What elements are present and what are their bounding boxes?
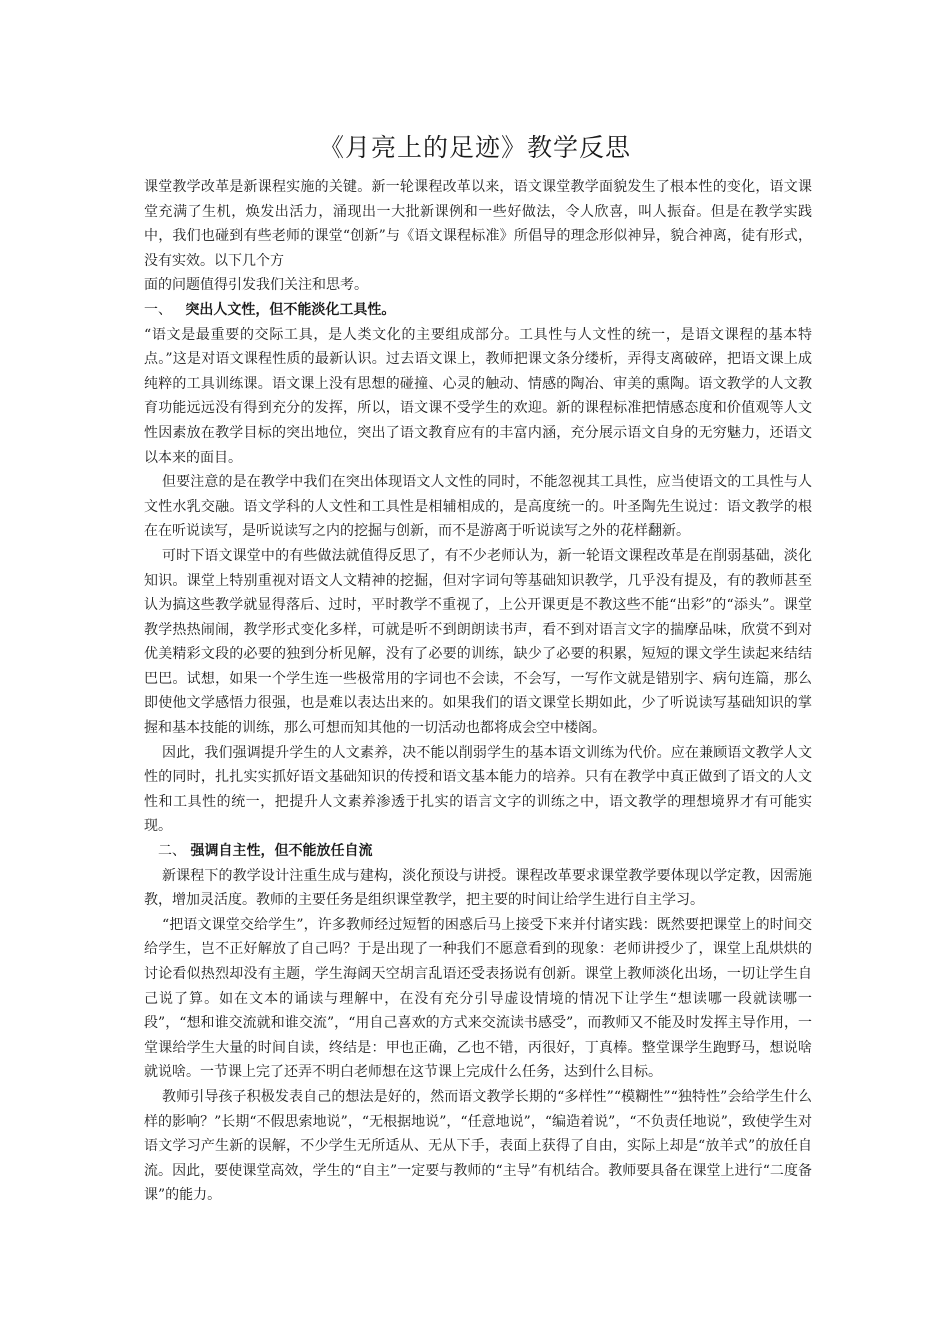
intro-paragraph: 课堂教学改革是新课程实施的关键。新一轮课程改革以来，语文课堂教学面貌发生了根本性的变化，语文课堂充满了生机，焕发出活力，涌现出一大批新课例和一些好做法，令人欣喜，叫人振奋。但是在教学实践中，我们也碰到有些老师的课堂“创新”与《语文课程标准》所倡导的理念形似神异，貌合神离，徒有形式，没有实效。以下几个方 — [144, 179, 812, 269]
section2-paragraph-3: 教师引导孩子积极发表自己的想法是好的，然而语文教学长期的“多样性”“模糊性”“独特性”会给学生什么样的影响？”长期“不假思索地说”，“无根据地说”，“任意地说”，“编造着说”，“不负责任地说”，致使学生对语文学习产生新的误解，不少学生无所适从、无从下手，表面上获得了自由，实际上却是“放羊式”的放任自流。因此，要使课堂高效，学生的“自主”一定要与教师的“主导”有机结合。教师要具备在课堂上进行“二度备课”的能力。 — [144, 1088, 812, 1204]
section-heading-2 — [144, 839, 812, 864]
section-heading-2-number: 二、 — [158, 843, 186, 860]
section1-paragraph-3: 可时下语文课堂中的有些做法就值得反思了，有不少老师认为，新一轮语文课程改革是在削弱基础，淡化知识。课堂上特别重视对语文人文精神的挖掘，但对字词句等基础知识教学，几乎没有提及，有的教师甚至认为搞这些教学就显得落后、过时，平时教学不重视了，上公开课更是不教这些不能“出彩”的“添头”。课堂教学热热闹闹，教学形式变化多样，可就是听不到朗朗读书声，看不到对语言文字的揣摩品味，欣赏不到对优美精彩文段的必要的独到分析见解，没有了必要的训练，缺少了必要的积累，短短的课文学生读起来结结巴巴。试想，如果一个学生连一些极常用的字词也不会读，不会写，一写作文就是错别字、病句连篇，那么即使他文学感悟力很强，也是难以表达出来的。如果我们的语文课堂长期如此，少了听说读写基础知识的掌握和基本技能的训练，那么可想而知其他的一切活动也都将成会空中楼阁。 — [144, 547, 812, 737]
section1-paragraph-1: “语文是最重要的交际工具，是人类文化的主要组成部分。工具性与人文性的统一，是语文课程的基本特点。”这是对语文课程性质的最新认识。过去语文课上，教师把课文条分缕析，弄得支离破碎，把语文课上成纯粹的工具训练课。语文课上没有思想的碰撞、心灵的触动、情感的陶冶、审美的熏陶。语文教学的人文教育功能远远没有得到充分的发挥，所以，语文课不受学生的欢迎。新的课程标准把情感态度和价值观等人文性因素放在教学目标的突出地位，突出了语文教育应有的丰富内涵，充分展示语文自身的无穷魅力，还语文以本来的面目。 — [144, 326, 812, 466]
section-heading-1-text: 突出人文性，但不能淡化工具性。 — [185, 301, 396, 318]
intro-paragraph-continued: 面的问题值得引发我们关注和思考。 — [144, 277, 368, 294]
document-title: 《月亮上的足迹》教学反思 — [318, 133, 631, 162]
section-heading-1-number: 一、 — [144, 301, 172, 318]
section1-paragraph-4: 因此，我们强调提升学生的人文素养，决不能以削弱学生的基本语文训练为代价。应在兼顾语文教学人文性的同时，扎扎实实抓好语文基础知识的传授和语文基本能力的培养。只有在教学中真正做到了语文的人文性和工具性的统一，把提升人文素养渗透于扎实的语言文字的训练之中，语文教学的理想境界才有可能实现。 — [144, 744, 812, 835]
document-body — [144, 175, 812, 1208]
section1-paragraph-2: 但要注意的是在教学中我们在突出体现语文人文性的同时，不能忽视其工具性，应当使语文的工具性与人文性水乳交融。语文学科的人文性和工具性是相辅相成的，是高度统一的。叶圣陶先生说过：语文教学的根在在听说读写，是听说读写之内的挖掘与创新，而不是游离于听说读写之外的花样翻新。 — [144, 474, 812, 540]
section-heading-1 — [144, 298, 812, 323]
section-heading-2-text: 强调自主性，但不能放任自流 — [190, 843, 373, 860]
section2-paragraph-1: 新课程下的教学设计注重生成与建构，淡化预设与讲授。课程改革要求课堂教学要体现以学定教，因需施教，增加灵活度。教师的主要任务是组织课堂教学，把主要的时间让给学生进行自主学习。 — [144, 867, 812, 909]
section2-paragraph-2: “把语文课堂交给学生”，许多教师经过短暂的困惑后马上接受下来并付诸实践：既然要把课堂上的时间交给学生，岂不正好解放了自己吗？于是出现了一种我们不愿意看到的现象：老师讲授少了，课堂上乱烘烘的讨论看似热烈却没有主题，学生海阔天空胡言乱语还受表扬说有创新。课堂上教师淡化出场，一切让学生自己说了算。如在文本的诵读与理解中，在没有充分引导虚设情境的情况下让学生“想读哪一段就读哪一段”，“想和谁交流就和谁交流”，“用自己喜欢的方式来交流读书感受”，而教师又不能及时发挥主导作用，一堂课给学生大量的时间自读，终结是：甲也正确，乙也不错，丙很好，丁真棒。整堂课学生跑野马，想说啥就说啥。一节课上完了还弄不明白老师想在这节课上完成什么任务，达到什么目标。 — [144, 916, 812, 1081]
